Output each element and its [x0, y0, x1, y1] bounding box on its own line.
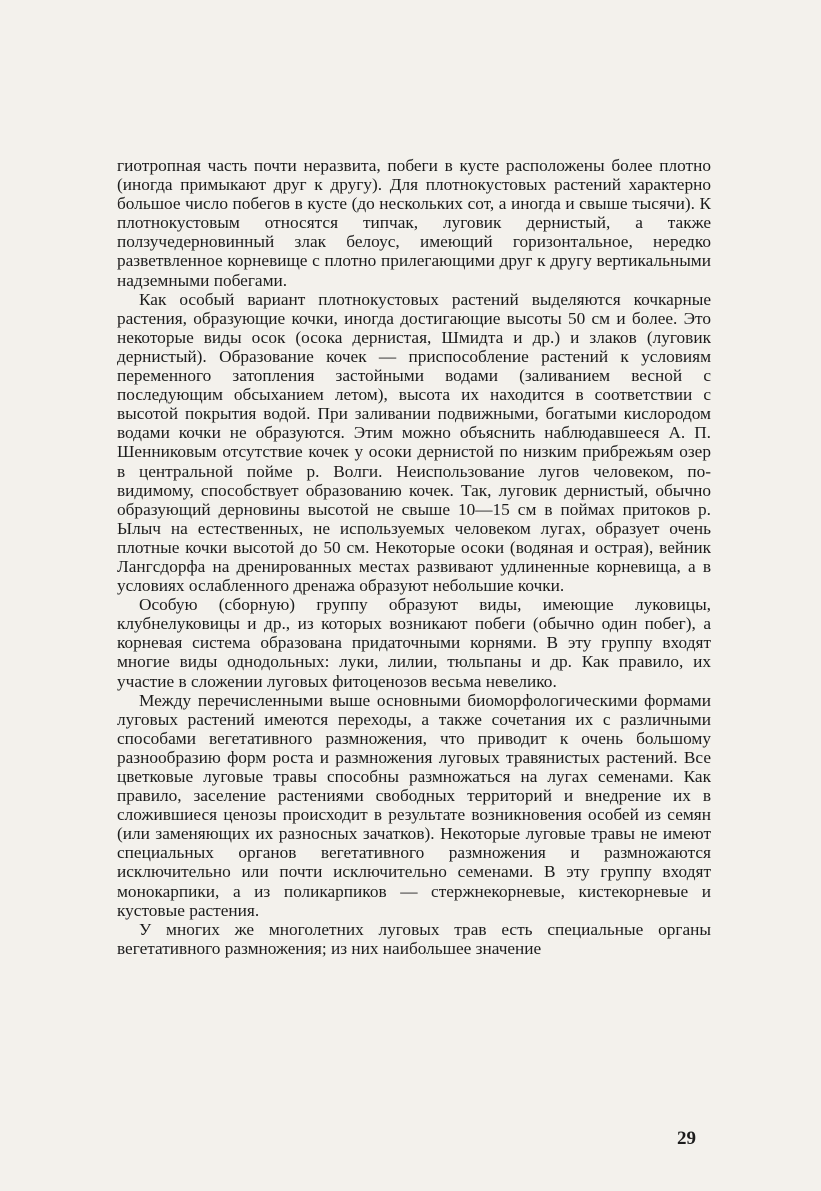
paragraph-5: У многих же многолетних луговых трав есть специальные органы вегетативного размножения; из них наибольшее значение: [117, 919, 711, 958]
paragraph-4: Между перечисленными выше основными биоморфологическими формами луговых растений имеются переходы, а также сочетания их с различными способами вегетативного размножения, что приводит к очень большому разнообразию форм роста и размножения луговых травянистых растений. Все цветковые луговые травы способны размножаться на лугах семенами. Как правило, заселение растениями свободных территорий и внедрение их в сложившиеся ценозы происходит в результате возникновения особей из семян (или заменяющих их разносных зачатков). Некоторые луговые травы не имеют специальных органов вегетативного размножения и размножаются исключительно или почти исключительно семенами. В эту группу входят монокарпики, а из поликарпиков — стержнекорневые, кистекорневые и кустовые растения.: [117, 690, 711, 920]
paragraph-1: гиотропная часть почти неразвита, побеги в кусте расположены более плотно (иногда примыкают друг к другу). Для плотнокустовых растений характерно большое число побегов в кусте (до нескольких сот, а иногда и свыше тысячи). К плотнокустовым относятся типчак, луговик дернистый, а также ползучедерновинный злак белоус, имеющий горизонтальное, нередко разветвленное корневище с плотно прилегающими друг к другу вертикальными надземными побегами.: [117, 156, 711, 290]
paragraph-2: Как особый вариант плотнокустовых растений выделяются кочкарные растения, образующие кочки, иногда достигающие высоты 50 см и более. Это некоторые виды осок (осока дернистая, Шмидта и др.) и злаков (луговик дернистый). Образование кочек — приспособление растений к условиям переменного затопления застойными водами (заливанием весной с последующим обсыханием летом), высота их находится в соответствии с высотой покрытия водой. При заливании подвижными, богатыми кислородом водами кочки не образуются. Этим можно объяснить наблюдавшееся А. П. Шенниковым отсутствие кочек у осоки дернистой по низким прибрежьям озер в центральной пойме р. Волги. Неиспользование лугов человеком, по-видимому, способствует образованию кочек. Так, луговик дернистый, обычно образующий дерновины высотой не свыше 10—15 см в поймах притоков р. Ылыч на естественных, не используемых человеком лугах, образует очень плотные кочки высотой до 50 см. Некоторые осоки (водяная и острая), вейник Лангсдорфа на дренированных местах развивают удлиненные корневища, а в условиях ослабленного дренажа образуют небольшие кочки.: [117, 289, 711, 596]
paragraph-3: Особую (сборную) группу образуют виды, имеющие луковицы, клубнелуковицы и др., из которых возникают побеги (обычно один побег), а корневая система образована придаточными корнями. В эту группу входят многие виды однодольных: луки, лилии, тюльпаны и др. Как правило, их участие в сложении луговых фитоценозов весьма невелико.: [117, 595, 711, 691]
page-body: [117, 156, 711, 958]
page-number: 29: [677, 1128, 696, 1149]
